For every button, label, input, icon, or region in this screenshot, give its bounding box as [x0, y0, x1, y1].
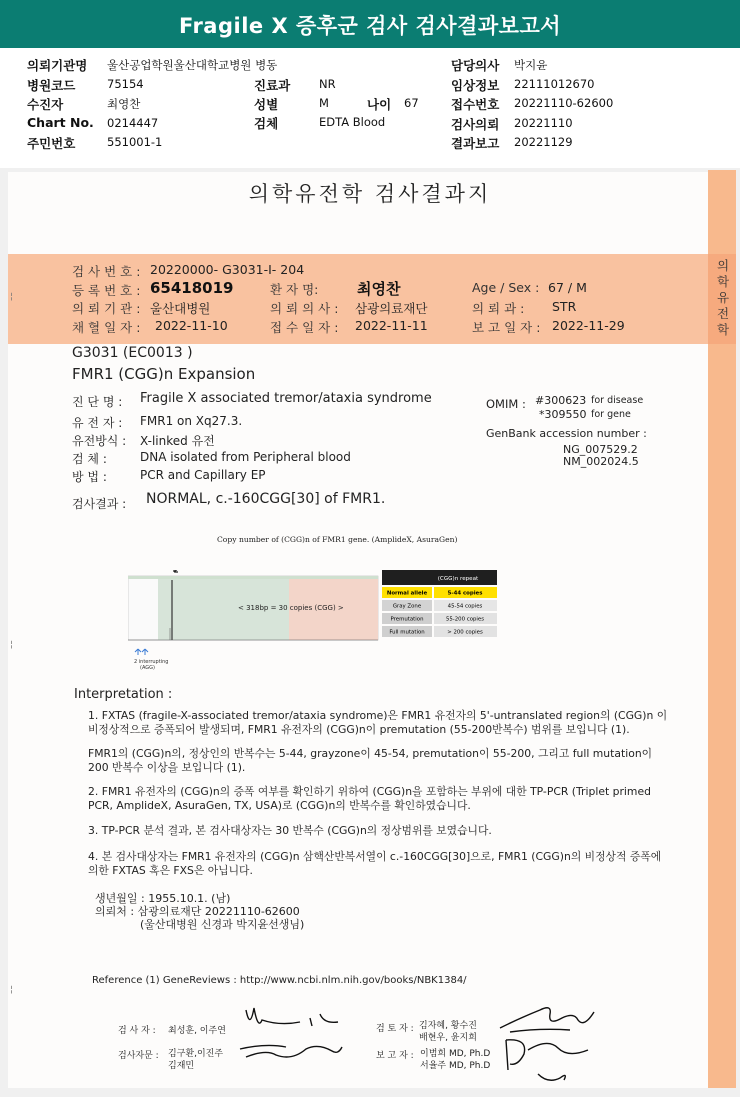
- label-chart-no: Chart No.: [27, 115, 94, 130]
- value-reporter-2: 서율주 MD, Ph.D: [420, 1061, 491, 1071]
- value-test-no: 20220000- G3031-I- 204: [150, 262, 305, 277]
- label-department: 진료과: [254, 78, 291, 93]
- figure-caption: Copy number of (CGG)n of FMR1 gene. (AmplideX, AsuraGen): [217, 535, 458, 544]
- value-genbank-1: NG_007529.2: [563, 443, 638, 456]
- value-reviewer-2: 배현우, 윤지희: [419, 1033, 477, 1043]
- label-patient-name: 환 자 명:: [270, 282, 319, 297]
- label-specimen-detail: 검 체 :: [72, 452, 107, 466]
- interp-paragraph-2: 2. FMR1 유전자의 (CGG)n의 증폭 여부를 확인하기 위하여 (CGG)n을 포함하는 부위에 대한 TP-PCR (Triplet primed PCR, AmplideX, AsuraGen, TX, USA)로 (CGG)n의 반복수를 확인하였습니다.: [88, 785, 651, 812]
- interp-paragraph-3: 3. TP-PCR 분석 결과, 본 검사대상자는 30 반복수 (CGG)n의 정상범위를 보였습니다.: [88, 824, 492, 837]
- value-request-date: 20221110: [514, 116, 573, 130]
- label-receipt-date: 접 수 일 자 :: [270, 320, 339, 335]
- value-resident-no: 551001-1: [107, 135, 163, 149]
- row-full-value: > 200 copies: [447, 629, 483, 636]
- label-clinical-info: 임상정보: [451, 78, 500, 93]
- label-age: 나이: [367, 97, 392, 112]
- margin-mark-icon: ¦: [10, 292, 14, 302]
- row-gray-value: 45-54 copies: [447, 603, 483, 610]
- label-requesting-inst: 의 뢰 기 관 :: [72, 301, 141, 316]
- label-issue-date: 보 고 일 자 :: [472, 320, 541, 335]
- row-normal-name: Normal allele: [386, 590, 428, 597]
- value-requesting-inst: 울산대병원: [150, 301, 211, 316]
- value-receipt-date: 2022-11-11: [355, 318, 428, 333]
- value-collection-date: 2022-11-10: [155, 318, 228, 333]
- label-sex: 성별: [254, 97, 279, 112]
- reference-range-table: [382, 570, 497, 637]
- label-tester: 검 사 자 :: [118, 1026, 156, 1036]
- label-reviewer: 검 토 자 :: [376, 1024, 414, 1034]
- label-report-date: 결과보고: [451, 136, 500, 151]
- label-age-sex: Age / Sex :: [472, 280, 540, 295]
- label-specimen: 검체: [254, 116, 279, 131]
- side-vertical-label: [716, 258, 730, 338]
- value-inheritance: X-linked 유전: [140, 434, 215, 448]
- value-department: NR: [319, 77, 336, 91]
- label-request-date: 검사의뢰: [451, 117, 500, 132]
- value-requesting-doctor: 삼광의료재단: [355, 301, 428, 316]
- value-genbank-2: NM_002024.5: [563, 455, 639, 468]
- band-label: < 318bp = 30 copies (CGG) >: [238, 604, 344, 612]
- blue-arrow-icon: [142, 649, 148, 655]
- reporter-signature: [498, 1030, 598, 1086]
- value-reporter-1: 이범희 MD, Ph.D: [420, 1049, 491, 1059]
- tester-signature: [240, 1000, 340, 1036]
- row-premut-name: Premutation: [390, 616, 424, 623]
- value-age-sex: 67 / M: [548, 280, 587, 295]
- electropherogram-figure: [128, 570, 500, 680]
- value-omim-disease: #300623: [535, 394, 587, 407]
- document-title: 의학유전학 검사결과지: [248, 182, 492, 206]
- label-institution: 의뢰기관명: [27, 58, 88, 73]
- value-specimen-detail: DNA isolated from Peripheral blood: [140, 450, 351, 464]
- value-omim-gene: *309550: [539, 408, 587, 421]
- omim-disease-note: for disease: [591, 395, 644, 406]
- value-specimen: EDTA Blood: [319, 115, 386, 129]
- arrow-note-2: (AGG): [140, 665, 155, 671]
- label-hospital-code: 병원코드: [27, 78, 76, 93]
- label-omim: OMIM :: [486, 397, 526, 411]
- plot-top-strip: [128, 576, 378, 579]
- row-premut-value: 55-200 copies: [445, 616, 485, 623]
- value-institution: 울산공업학원울산대학교병원 병동: [107, 58, 278, 72]
- label-result: 검사결과 :: [72, 497, 127, 511]
- advisor-signature: [236, 1035, 346, 1065]
- value-requesting-dept: STR: [552, 299, 577, 314]
- interp-paragraph-4: 4. 본 검사대상자는 FMR1 유전자의 (CGG)n 삼핵산반복서열이 c.-160CGG[30]으로, FMR1 (CGG)n의 비정상적 증폭에 의한 FXTAS 혹은 FXS은 아닙니다.: [88, 850, 662, 877]
- label-requesting-dept: 의 뢰 과 :: [472, 301, 525, 316]
- side-label-text: 의학유전학: [716, 258, 730, 337]
- value-doctor: 박지윤: [514, 58, 548, 72]
- test-name: FMR1 (CGG)n Expansion: [72, 365, 256, 383]
- value-patient-name: 최영찬: [357, 280, 401, 298]
- report-title-bar: [0, 0, 740, 48]
- value-reviewer-1: 김자혜, 황수진: [419, 1021, 477, 1031]
- label-doctor: 담당의사: [451, 58, 500, 73]
- row-normal-value: 5-44 copies: [447, 590, 483, 597]
- reference-line: Reference (1) GeneReviews : http://www.ncbi.nlm.nih.gov/books/NBK1384/: [92, 975, 467, 986]
- value-chart-no: 0214447: [107, 116, 159, 130]
- label-patient: 수진자: [27, 97, 64, 112]
- value-tester: 최성훈, 이주연: [168, 1026, 226, 1036]
- label-diagnosis: 진 단 명 :: [72, 395, 123, 409]
- interpretation-title: Interpretation :: [74, 687, 173, 702]
- test-code: G3031 (EC0013 ): [72, 345, 193, 361]
- arrow-note-1: 2 interrupting: [134, 659, 169, 665]
- margin-mark-icon: ¦: [10, 640, 14, 650]
- value-diagnosis: Fragile X associated tremor/ataxia syndrome: [140, 391, 432, 406]
- referrer: 의뢰처 : 삼광의료재단 20221110-62600: [95, 905, 300, 918]
- table-header: (CGG)n repeat: [437, 576, 479, 582]
- label-reporter: 보 고 자 :: [376, 1051, 414, 1061]
- value-issue-date: 2022-11-29: [552, 318, 625, 333]
- value-age: 67: [404, 96, 419, 110]
- label-resident-no: 주민번호: [27, 136, 76, 151]
- value-report-date: 20221129: [514, 135, 573, 149]
- label-genbank: GenBank accession number :: [486, 427, 647, 440]
- margin-mark-icon: ¦: [10, 985, 14, 995]
- value-accession: 20221110-62600: [514, 96, 614, 110]
- header-info: [0, 52, 740, 164]
- label-advisor: 검사자문 :: [118, 1051, 159, 1061]
- label-reg-no: 등 록 번 호 :: [72, 283, 141, 298]
- label-method: 방 법 :: [72, 470, 107, 484]
- value-method: PCR and Capillary EP: [140, 468, 266, 482]
- value-sex: M: [319, 96, 329, 110]
- value-result: NORMAL, c.-160CGG[30] of FMR1.: [146, 491, 386, 507]
- report-title: Fragile X 증후군 검사 검사결과보고서: [178, 14, 562, 38]
- value-gene: FMR1 on Xq27.3.: [140, 414, 243, 428]
- value-reg-no: 65418019: [150, 279, 234, 297]
- omim-gene-note: for gene: [591, 409, 631, 420]
- row-gray-name: Gray Zone: [392, 603, 422, 610]
- interp-paragraph-1b: FMR1의 (CGG)n의, 정상인의 반복수는 5-44, grayzone이 45-54, premutation이 55-200, 그리고 full mutation이 200 반복수 이상을 보입니다 (1).: [88, 747, 653, 774]
- row-full-name: Full mutation: [389, 629, 425, 636]
- label-requesting-doctor: 의 뢰 의 사 :: [270, 301, 339, 316]
- value-hospital-code: 75154: [107, 77, 144, 91]
- value-clinical-info: 22111012670: [514, 77, 595, 91]
- label-inheritance: 유전방식 :: [72, 434, 127, 448]
- label-gene: 유 전 자 :: [72, 416, 123, 430]
- arrow-pointer-icon: [174, 570, 180, 572]
- birth-date: 생년월일 : 1955.10.1. (남): [95, 892, 231, 905]
- value-advisor-1: 김구환,이진주: [168, 1049, 224, 1059]
- label-test-no: 검 사 번 호 :: [72, 264, 141, 279]
- label-collection-date: 채 혈 일 자 :: [72, 320, 141, 335]
- label-accession: 접수번호: [451, 97, 500, 112]
- interp-paragraph-1: 1. FXTAS (fragile-X-associated tremor/ataxia syndrome)은 FMR1 유전자의 5'-untranslated region의 (CGG)n 이 비정상적으로 증폭되어 발생되며, FMR1 유전자의 (CGG)n이 premutation (55-200반복수) 범위를 보입니다 (1).: [88, 709, 668, 736]
- referrer-note: (울산대병원 신경과 박지윤선생님): [140, 918, 305, 931]
- value-patient: 최영찬: [107, 97, 141, 111]
- blue-arrow-icon: [135, 649, 141, 655]
- value-advisor-2: 김재민: [168, 1061, 195, 1071]
